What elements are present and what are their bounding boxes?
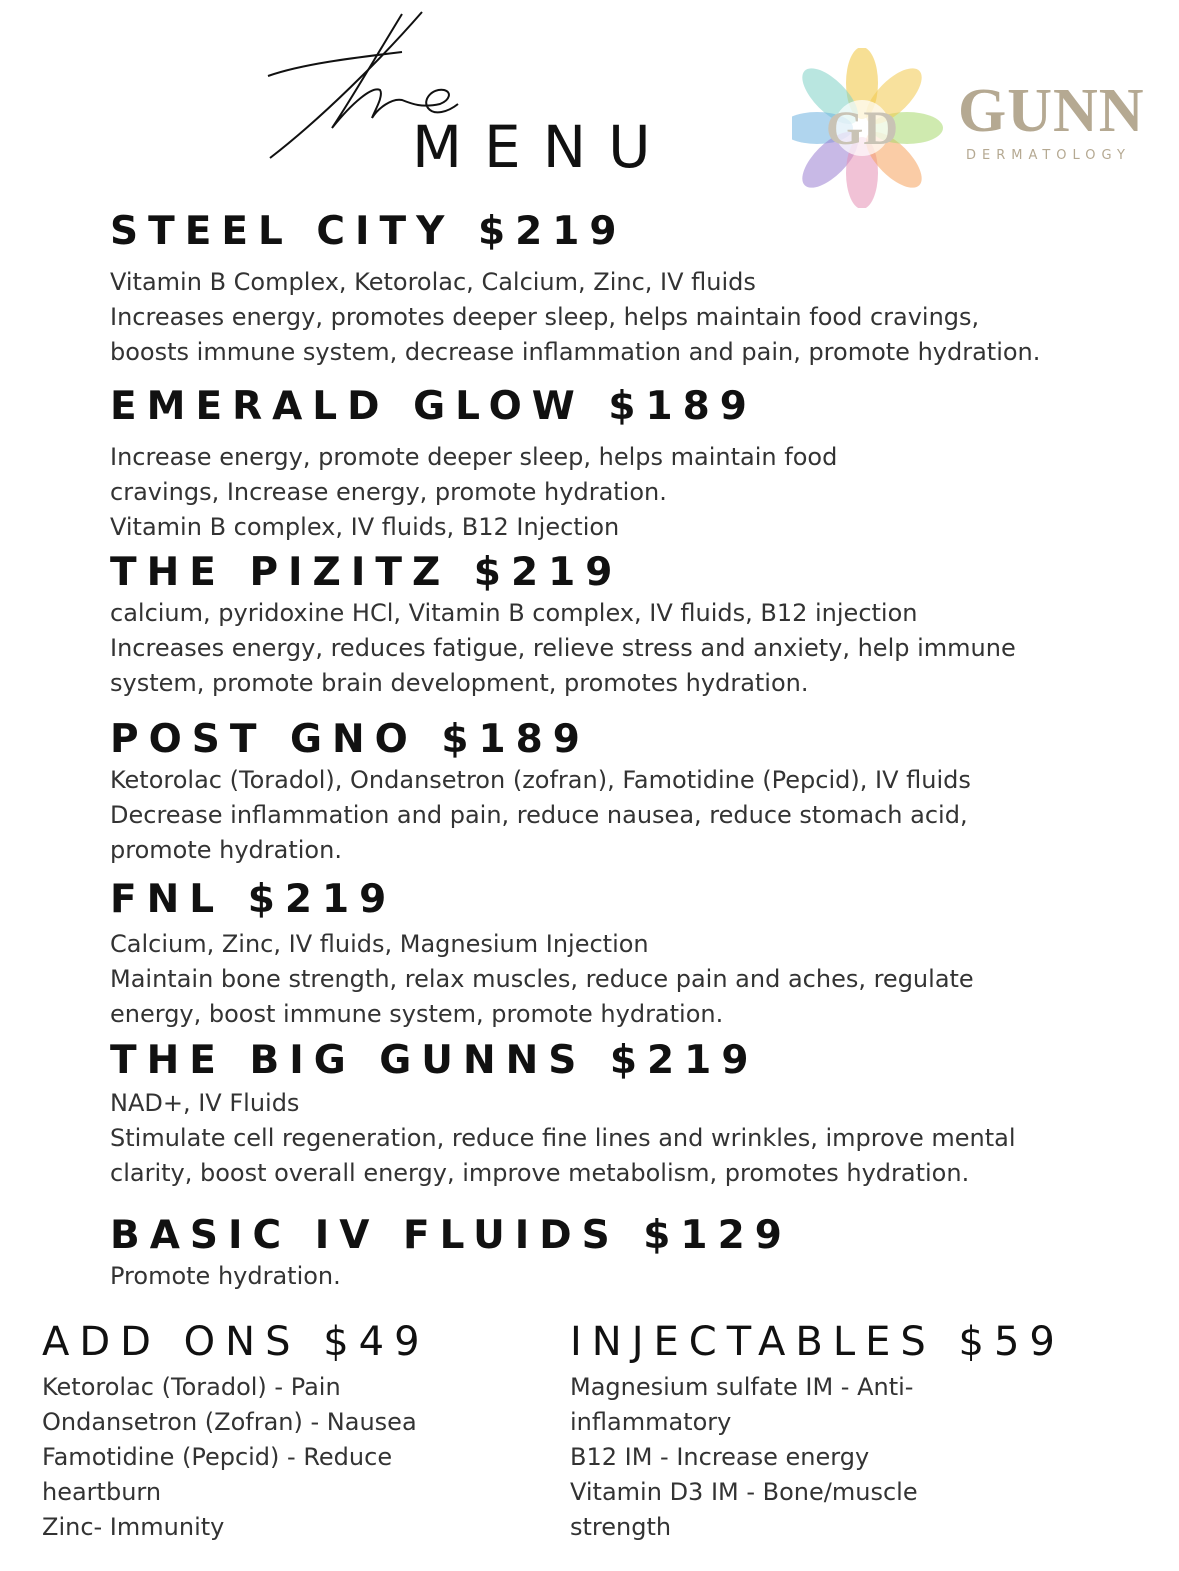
- menu-item-title: THE BIG GUNNS $219: [110, 1038, 759, 1083]
- menu-item-line: Stimulate cell regeneration, reduce fine lines and wrinkles, improve mental: [110, 1124, 1016, 1152]
- menu-item: [110, 1038, 1150, 1191]
- menu-item-line: calcium, pyridoxine HCl, Vitamin B complex, IV fluids, B12 injection: [110, 599, 918, 627]
- menu-item-line: energy, boost immune system, promote hydration.: [110, 1000, 724, 1028]
- injectables-title: INJECTABLES $59: [570, 1319, 1065, 1365]
- menu-item-line: Decrease inflammation and pain, reduce nausea, reduce stomach acid,: [110, 801, 968, 829]
- menu-item-line: boosts immune system, decrease inflammation and pain, promote hydration.: [110, 338, 1041, 366]
- injectables-section: [570, 1319, 1065, 1545]
- injectable-line: inflammatory: [570, 1408, 732, 1436]
- menu-item-line: Increases energy, reduces fatigue, relieve stress and anxiety, help immune: [110, 634, 1016, 662]
- logo-monogram: GD: [826, 102, 898, 155]
- menu-item-line: NAD+, IV Fluids: [110, 1089, 300, 1117]
- menu-item: [110, 550, 1150, 701]
- injectable-line: strength: [570, 1513, 672, 1541]
- add-on-line: Zinc- Immunity: [42, 1513, 225, 1541]
- logo-name: GUNN: [958, 77, 1145, 145]
- menu-item-title: THE PIZITZ $219: [110, 550, 623, 595]
- menu-item-title: FNL $219: [110, 877, 397, 922]
- injectable-line: B12 IM - Increase energy: [570, 1443, 870, 1471]
- menu-item-title: POST GNO $189: [110, 717, 590, 762]
- menu-item-line: clarity, boost overall energy, improve metabolism, promotes hydration.: [110, 1159, 970, 1187]
- menu-item-title: STEEL CITY $219: [110, 209, 627, 254]
- menu-item: [110, 384, 1150, 545]
- menu-item-line: Ketorolac (Toradol), Ondansetron (zofran), Famotidine (Pepcid), IV fluids: [110, 766, 971, 794]
- add-on-line: Ondansetron (Zofran) - Nausea: [42, 1408, 417, 1436]
- menu-item-line: promote hydration.: [110, 836, 342, 864]
- add-ons-section: [42, 1319, 430, 1545]
- logo-subtitle: DERMATOLOGY: [966, 148, 1131, 163]
- add-ons-title: ADD ONS $49: [42, 1319, 430, 1365]
- menu-item-line: Calcium, Zinc, IV fluids, Magnesium Injection: [110, 930, 649, 958]
- menu-item-line: Vitamin B Complex, Ketorolac, Calcium, Zinc, IV fluids: [110, 268, 756, 296]
- menu-item-line: cravings, Increase energy, promote hydration.: [110, 478, 667, 506]
- injectable-line: Vitamin D3 IM - Bone/muscle: [570, 1478, 918, 1506]
- menu-item: [110, 1213, 1150, 1294]
- menu-item-line: Increase energy, promote deeper sleep, helps maintain food: [110, 443, 838, 471]
- menu-item-title: BASIC IV FLUIDS $129: [110, 1213, 792, 1258]
- page-title: MENU: [412, 113, 673, 181]
- injectable-line: Magnesium sulfate IM - Anti-: [570, 1373, 914, 1401]
- menu-item-line: Maintain bone strength, relax muscles, reduce pain and aches, regulate: [110, 965, 974, 993]
- menu-item-title: EMERALD GLOW $189: [110, 384, 757, 429]
- menu-item-line: Promote hydration.: [110, 1262, 341, 1290]
- menu-item-line: Vitamin B complex, IV fluids, B12 Injection: [110, 513, 620, 541]
- add-on-line: heartburn: [42, 1478, 162, 1506]
- menu-item-line: Increases energy, promotes deeper sleep, helps maintain food cravings,: [110, 303, 980, 331]
- menu-item-line: system, promote brain development, promotes hydration.: [110, 669, 809, 697]
- add-on-line: Famotidine (Pepcid) - Reduce: [42, 1443, 393, 1471]
- menu-item: [110, 877, 1150, 1032]
- menu-item: [110, 209, 1150, 370]
- add-on-line: Ketorolac (Toradol) - Pain: [42, 1373, 341, 1401]
- menu-item: [110, 717, 1150, 868]
